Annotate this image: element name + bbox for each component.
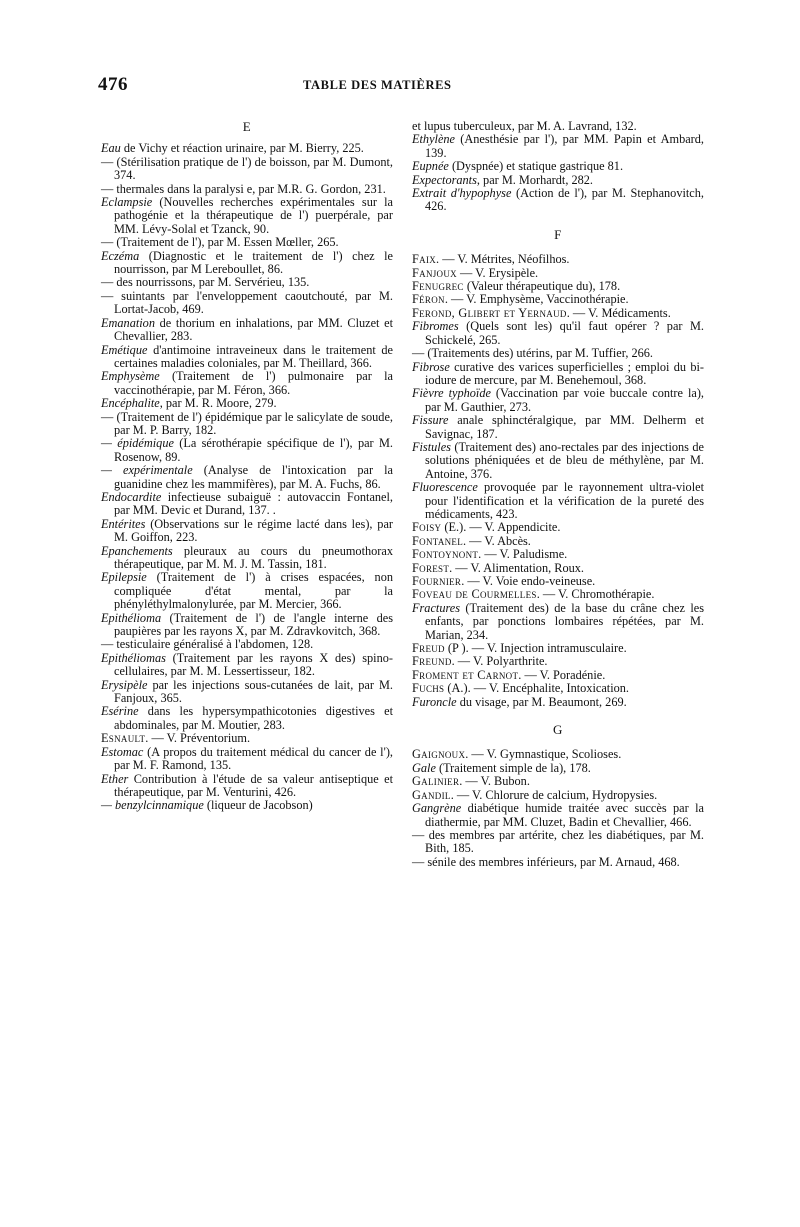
index-entry <box>101 411 393 438</box>
entry-text: (Traitement par les rayons X des) spino-cellulaires, par M. M. Lessertisseur, 182. <box>114 650 393 679</box>
index-entry <box>101 142 393 155</box>
entry-author-name: Foisy <box>412 520 442 535</box>
section-letter-g: G <box>553 722 563 738</box>
entry-text: (Traitement de l') à crises espacées, non compliquée d'état mental, par la phényléthylmalonylurée, par M. Mercier, 366. <box>114 570 393 612</box>
section-letter-e: E <box>242 119 252 134</box>
entry-text: (Valeur thérapeutique du), 178. <box>463 279 621 294</box>
index-entry <box>412 856 704 869</box>
entry-text: (A.). — V. Encéphalite, Intoxication. <box>444 681 629 696</box>
entry-text: (Nouvelles recherches expérimentales sur la pathogénie et la thérapeutique de l') puerpérale, par MM. Lévy-Solal et Tzanck, 90. <box>114 195 393 236</box>
index-entry <box>412 293 704 306</box>
entry-author-name: Fenugrec <box>412 279 464 294</box>
index-entry <box>412 387 704 414</box>
entry-text: (Action de l'), par M. Stephanovitch, 426. <box>425 186 704 214</box>
index-entry <box>412 655 704 668</box>
entry-author-name: Fanjoux <box>412 265 457 280</box>
entry-text: , par M. Morhardt, 282. <box>476 172 594 187</box>
entry-author-name: Fuchs <box>412 681 445 696</box>
index-entry <box>412 481 704 521</box>
entry-text: provoquée par le rayonnement ultra-violet pour l'identification et la vérification de la pureté des médicaments, 423. <box>425 480 704 521</box>
entry-heading: Fistules <box>412 439 451 454</box>
index-entry <box>101 773 393 800</box>
entry-text: . — V. Chlorure de calcium, Hydropysies. <box>450 787 658 802</box>
index-entry <box>412 535 704 548</box>
index-entry <box>101 464 393 491</box>
index-entry <box>412 267 704 280</box>
entry-heading: Fibrose <box>412 359 450 374</box>
index-entry <box>412 775 704 788</box>
entry-text: . — V. Alimentation, Roux. <box>449 560 584 575</box>
page-header <box>98 74 706 98</box>
entry-text: infectieuse subaiguë : autovaccin Fontanel, par MM. Devic et Durand, 137. . <box>114 489 393 518</box>
entry-heading: Epithéliomas <box>101 650 166 665</box>
running-title: TABLE DES MATIÈRES <box>303 78 452 92</box>
index-entry <box>412 133 704 160</box>
entry-text: du visage, par M. Beaumont, 269. <box>456 694 627 709</box>
entry-text: . — V. Voie endo-veineuse. <box>461 574 596 588</box>
index-entries-e-continued <box>412 120 704 214</box>
entry-heading: Fibromes <box>412 319 459 334</box>
entry-heading: Eau <box>101 141 121 156</box>
entry-heading: — épidémique <box>101 436 174 451</box>
entry-heading: Endocardite <box>101 489 162 504</box>
entry-author-name: Freud <box>412 641 445 656</box>
index-entry <box>412 347 704 360</box>
entry-author-name: Féron <box>412 292 445 307</box>
entry-author-name: Esnault <box>101 731 146 746</box>
index-entry <box>101 290 393 317</box>
entry-text: (Traitement des) ano-rectales par des injections de solutions phéniquées et de bleu de méthylène, par M. Antoine, 376. <box>425 439 704 481</box>
index-entry <box>412 320 704 347</box>
entry-text: — des membres par artérite, chez les diabétiques, par M. Bith, 185. <box>412 827 704 856</box>
entry-text: . — V. Poradénie. <box>518 667 606 682</box>
index-entry <box>101 571 393 611</box>
entry-author-name: Fournier <box>412 574 462 588</box>
entry-author-name: Foveau de Courmelles <box>412 587 537 602</box>
entry-author-name: Faix <box>412 252 437 267</box>
index-entry <box>412 762 704 775</box>
entry-heading: Epanchements <box>101 543 173 558</box>
entry-text: . — V. Gymnastique, Scolioses. <box>465 747 622 762</box>
entry-text: par les injections sous-cutanées de lait, par M. Fanjoux, 365. <box>114 677 393 706</box>
entry-heading: Ethylène <box>412 132 456 147</box>
index-entry <box>101 276 393 289</box>
index-entry <box>101 732 393 745</box>
index-entries-e <box>101 142 393 812</box>
index-entry <box>412 441 704 481</box>
entry-text: — (Traitement de l'), par M. Essen Mœller, 265. <box>101 235 339 250</box>
index-entry <box>101 236 393 249</box>
entry-text: (Analyse de l'intoxication par la guanidine chez les mammifères), par M. A. Fuchs, 86. <box>114 463 393 491</box>
entry-text: de thorium en inhalations, par MM. Cluzet et Chevallier, 283. <box>114 315 393 344</box>
entry-text: de Vichy et réaction urinaire, par M. Bierry, 225. <box>120 141 364 156</box>
entry-heading: Emétique <box>101 342 148 357</box>
entry-heading: — expérimentale <box>101 463 193 478</box>
entry-text: , par M. R. Moore, 279. <box>159 396 277 411</box>
index-entry <box>101 638 393 651</box>
index-entry <box>101 705 393 732</box>
entry-heading: Epithélioma <box>101 610 162 625</box>
entry-heading: Eczéma <box>101 248 140 263</box>
entry-heading: Erysipèle <box>101 677 148 692</box>
index-entry <box>101 437 393 464</box>
entry-author-name: Forest <box>412 560 450 575</box>
entry-author-name: Freund <box>412 654 452 669</box>
entry-text: (Traitement de l') pulmonaire par la vaccinothérapie, par M. Féron, 366. <box>114 369 393 397</box>
index-entry <box>101 612 393 639</box>
index-entry <box>101 397 393 410</box>
entry-author-name: Fontoynont <box>412 547 479 562</box>
index-entries-g <box>412 748 704 869</box>
entry-heading: Fièvre typhoïde <box>412 386 491 401</box>
entry-heading: Entérites <box>101 516 146 531</box>
index-entry <box>101 183 393 196</box>
entry-text: . — V. Médicaments. <box>566 305 671 320</box>
entry-author-name: Gaignoux <box>412 747 466 762</box>
entry-text: — sénile des membres inférieurs, par M. Arnaud, 468. <box>412 854 680 869</box>
entry-heading: Fissure <box>412 413 449 428</box>
index-entry <box>412 642 704 655</box>
entry-text: . — V. Emphysème, Vaccinothérapie. <box>444 292 629 307</box>
index-entries-f <box>412 253 704 709</box>
entry-text: — suintants par l'enveloppement caoutchouté, par M. Lortat-Jacob, 469. <box>101 288 393 317</box>
entry-text: (Anesthésie par l'), par MM. Papin et Ambard, 139. <box>425 132 704 160</box>
entry-heading: Fluorescence <box>412 480 478 495</box>
page-number: 476 <box>98 74 128 95</box>
entry-text: curative des varices superficielles ; emploi du bi-iodure de mercure, par M. Benehemoul, 368. <box>425 359 704 387</box>
index-entry <box>412 562 704 575</box>
index-entry <box>412 669 704 682</box>
entry-text: diabétique humide traitée avec succès par la diathermie, par MM. Cluzet, Badin et Chevallier, 466. <box>425 801 704 829</box>
entry-heading: Eclampsie <box>101 195 153 210</box>
index-entry <box>101 491 393 518</box>
index-entry <box>101 746 393 773</box>
index-entry <box>412 802 704 829</box>
entry-heading: Estomac <box>101 744 144 759</box>
index-entry <box>412 588 704 601</box>
entry-text: . — V. Métrites, Néofilhos. <box>436 252 570 267</box>
entry-text: Contribution à l'étude de sa valeur antiseptique et thérapeutique, par M. Venturini, 426. <box>114 771 393 799</box>
entry-text: (A propos du traitement médical du cancer de l'), par M. F. Ramond, 135. <box>114 744 393 773</box>
entry-heading: Esérine <box>101 704 139 719</box>
index-entry <box>412 307 704 320</box>
index-entry <box>412 682 704 695</box>
index-entry <box>101 652 393 679</box>
index-entry <box>412 414 704 441</box>
entry-heading: Emanation <box>101 315 155 330</box>
entry-author-name: Fontanel <box>412 533 464 548</box>
index-entry <box>101 799 393 812</box>
entry-heading: Fractures <box>412 600 461 615</box>
entry-author-name: Ferond, Glibert et Yernaud <box>412 305 567 320</box>
index-entry <box>412 575 704 588</box>
entry-heading: Ether <box>101 771 129 786</box>
entry-text: (Traitement simple de la), 178. <box>435 760 591 775</box>
entry-heading: Furoncle <box>412 694 457 709</box>
entry-text: — thermales dans la paralysi e, par M.R. G. Gordon, 231. <box>101 181 386 196</box>
index-entry <box>412 187 704 214</box>
entry-text: (E.). — V. Appendicite. <box>441 520 561 535</box>
entry-heading: Encéphalite <box>101 396 160 411</box>
entry-text: — (Stérilisation pratique de l') de boisson, par M. Dumont, 374. <box>101 154 393 183</box>
entry-text: (Vaccination par voie buccale contre la), par M. Gauthier, 273. <box>425 386 704 414</box>
entry-text: pleuraux au cours du pneumothorax thérapeutique, par M. M. J. M. Tassin, 181. <box>114 543 393 571</box>
entry-heading: Gale <box>412 760 436 775</box>
entry-text: (liqueur de Jacobson) <box>203 798 313 813</box>
entry-heading: — benzylcinnamique <box>101 798 204 813</box>
entry-heading: Extrait d'hypophyse <box>412 186 512 201</box>
entry-text: — V. Erysipèle. <box>456 265 539 280</box>
entry-text: . — V. Abcès. <box>463 533 531 548</box>
entry-text: et lupus tuberculeux, par M. A. Lavrand, 132. <box>412 119 637 133</box>
index-entry <box>412 120 704 133</box>
index-entry <box>412 280 704 293</box>
entry-heading: Gangrène <box>412 801 462 816</box>
entry-text: dans les hypersympathicotonies digestives et abdominales, par M. Moutier, 283. <box>114 704 393 732</box>
index-entry <box>412 829 704 856</box>
index-entry <box>412 160 704 173</box>
index-entry <box>412 696 704 709</box>
index-entry <box>412 174 704 187</box>
index-entry <box>412 748 704 761</box>
index-entry <box>101 344 393 371</box>
entry-text: . — V. Chromothérapie. <box>536 587 655 602</box>
entry-text: — (Traitements des) utérins, par M. Tuffier, 266. <box>412 346 653 361</box>
entry-author-name: Gandil <box>412 787 451 802</box>
entry-heading: Expectorants <box>412 172 477 187</box>
index-entry <box>101 518 393 545</box>
entry-text: d'antimoine intraveineux dans le traitement de certaines maladies coloniales, par M. Theillard, 366. <box>114 342 393 370</box>
index-entry <box>101 250 393 277</box>
entry-text: . — V. Polyarthrite. <box>451 654 548 669</box>
index-entry <box>412 361 704 388</box>
index-entry <box>412 253 704 266</box>
right-column <box>412 120 704 869</box>
index-entry <box>101 317 393 344</box>
index-entry <box>101 156 393 183</box>
entry-text: (La sérothérapie spécifique de l'), par M. Rosenow, 89. <box>114 436 393 464</box>
entry-text: . — V. Préventorium. <box>145 731 251 746</box>
index-entry <box>101 679 393 706</box>
index-entry <box>412 548 704 561</box>
entry-author-name: Froment et Carnot <box>412 667 519 682</box>
entry-heading: Emphysème <box>101 369 160 384</box>
entry-heading: Epilepsie <box>101 570 147 585</box>
left-column <box>101 120 393 813</box>
entry-text: (Traitement de l') de l'angle interne des paupières par les rayons X, par M. Zdravkovitch, 368. <box>114 610 393 639</box>
entry-text: (Quels sont les) qu'il faut opérer ? par M. Schickelé, 265. <box>425 319 704 347</box>
entry-text: (Traitement des) de la base du crâne chez les enfants, par ponctions lombaires répétées, par M. Marian, 234. <box>425 600 704 642</box>
entry-heading: Eupnée <box>412 159 449 174</box>
entry-text: anale sphinctéralgique, par MM. Delherm et Savignac, 187. <box>425 413 704 441</box>
entry-text: . — V. Paludisme. <box>478 547 568 562</box>
entry-text: (Observations sur le régime lacté dans les), par M. Goiffon, 223. <box>114 516 393 545</box>
section-letter-f: F <box>554 226 562 242</box>
entry-text: (P ). — V. Injection intramusculaire. <box>444 641 627 656</box>
entry-text: — des nourrissons, par M. Servérieu, 135. <box>101 275 310 290</box>
index-entry <box>101 370 393 397</box>
entry-text: (Dyspnée) et statique gastrique 81. <box>448 159 624 174</box>
entry-text: — testiculaire généralisé à l'abdomen, 128. <box>101 637 314 652</box>
entry-author-name: Galinier <box>412 774 460 789</box>
index-entry <box>412 789 704 802</box>
index-entry <box>101 196 393 236</box>
index-entry <box>101 545 393 572</box>
entry-text: — (Traitement de l') épidémique par le salicylate de soude, par M. P. Barry, 182. <box>101 409 393 437</box>
index-entry <box>412 602 704 642</box>
entry-text: . — V. Bubon. <box>459 774 530 789</box>
index-entry <box>412 521 704 534</box>
entry-text: (Diagnostic et le traitement de l') chez le nourrisson, par M Lereboullet, 86. <box>114 248 393 277</box>
